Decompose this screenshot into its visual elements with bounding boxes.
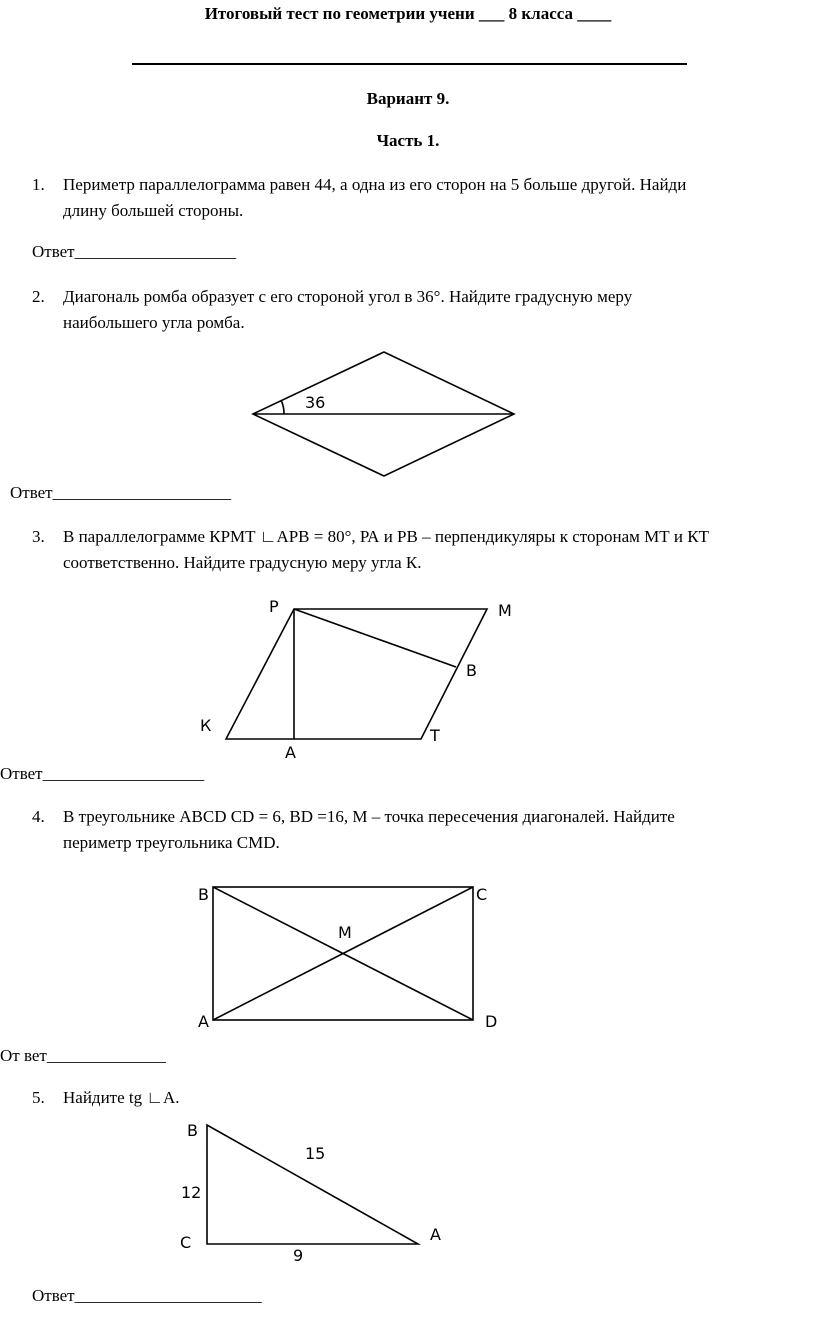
question-4-text-line1: В треугольнике АВСD CD = 6, BD =16, М – точка пересечения диагоналей. Найдите [63,807,675,826]
hypotenuse-length: 15 [305,1144,326,1163]
right-triangle-outline [207,1125,418,1244]
question-4-text-line2: периметр треугольника CMD. [63,833,280,852]
part-heading: Часть 1. [376,131,440,150]
question-1-answer: Ответ___________________ [32,242,237,261]
vertex-label-k: К [200,716,212,735]
angle-arc [281,400,284,414]
leg-ca-length: 9 [293,1246,304,1265]
vertex-label-m: M [498,601,512,620]
test-title: Итоговый тест по геометрии учени ___ 8 класса ____ [204,4,612,23]
perpendicular-pb [294,609,456,667]
question-2-text-line2: наибольшего угла ромба. [63,313,245,332]
vertex-label-d: D [485,1012,498,1031]
angle-label: 36 [305,393,326,412]
variant-heading: Вариант 9. [366,89,450,108]
question-2-answer: Ответ_____________________ [10,483,232,502]
vertex-label-b: B [198,885,209,904]
question-3-text-line2: соответственно. Найдите градусную меру угла К. [63,553,422,572]
question-3-number: 3. [32,527,45,546]
vertex-label-c: C [476,885,488,904]
point-label-b: B [466,661,477,680]
question-5-number: 5. [32,1088,45,1107]
question-5-text: Найдите tg ∟A. [63,1088,180,1107]
triangle-vertex-a: A [430,1225,441,1244]
intersection-label-m: M [338,923,352,942]
triangle-vertex-b: B [187,1121,198,1140]
parallelogram-outline [226,609,487,739]
triangle-vertex-c: C [180,1233,192,1252]
question-4-answer: От вет______________ [0,1046,166,1065]
vertex-label-a: A [198,1012,209,1031]
question-3-text-line1: В параллелограмме КРМТ ∟АРВ = 80°, РА и РВ – перпендикуляры к сторонам МТ и КТ [63,527,709,546]
question-1-text-line2: длину большей стороны. [63,201,244,220]
vertex-label-p: P [269,597,279,616]
question-2-number: 2. [32,287,45,306]
question-2-text-line1: Диагональ ромба образует с его стороной угол в 36°. Найдите градусную меру [63,287,633,306]
question-3-answer: Ответ___________________ [0,764,205,783]
point-label-a: A [285,743,296,762]
question-5-answer: Ответ______________________ [32,1286,262,1305]
question-4-number: 4. [32,807,45,826]
rectangle-figure [213,887,473,1020]
leg-bc-length: 12 [181,1183,202,1202]
parallelogram-figure [226,609,487,739]
question-1-number: 1. [32,175,45,194]
vertex-label-t: T [430,726,440,745]
question-1-text-line1: Периметр параллелограмма равен 44, а одна из его сторон на 5 больше другой. Найди [63,175,687,194]
rhombus-figure [253,352,514,476]
